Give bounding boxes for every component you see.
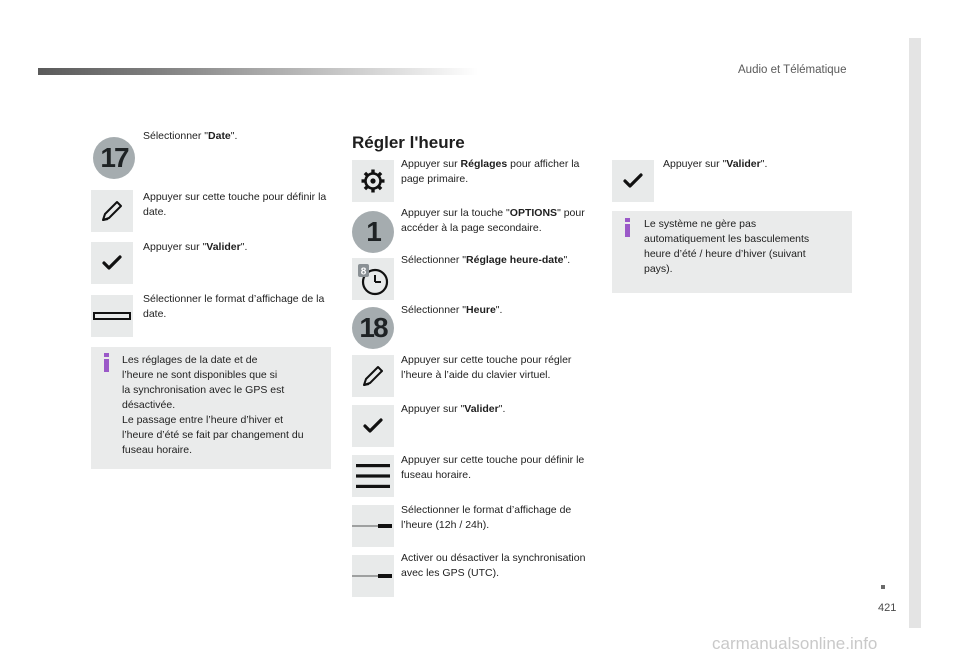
step-1-badge: 1 bbox=[352, 211, 394, 253]
info-line: heure d’été / heure d’hiver (suivant bbox=[644, 248, 806, 260]
pencil-icon bbox=[360, 363, 386, 389]
edit-date-text: Appuyer sur cette touche pour définir la date. bbox=[143, 191, 327, 218]
info-box-left bbox=[91, 347, 331, 469]
edit-time-text: Appuyer sur cette touche pour régler l’heure à l’aide du clavier virtuel. bbox=[401, 354, 572, 381]
validate-text: Appuyer sur "Valider". bbox=[401, 403, 506, 415]
gps-sync-text: Activer ou désactiver la synchronisation avec les GPS (UTC). bbox=[401, 552, 586, 579]
time-date-settings-button[interactable] bbox=[352, 258, 394, 300]
step-18-badge: 18 bbox=[352, 307, 394, 349]
clock-digit: 8 bbox=[360, 266, 367, 278]
time-format-text: Sélectionner le format d’affichage de l’heure (12h / 24h). bbox=[401, 504, 572, 531]
validate-text: Appuyer sur "Valider". bbox=[143, 241, 248, 253]
page-number: 421 bbox=[878, 602, 897, 614]
validate-button[interactable] bbox=[612, 160, 654, 202]
info-box-right bbox=[612, 211, 852, 293]
info-line: fuseau horaire. bbox=[122, 444, 193, 456]
info-icon bbox=[623, 218, 633, 238]
toggle-slider-icon bbox=[352, 521, 394, 531]
info-line: désactivée. bbox=[122, 399, 176, 411]
settings-button[interactable] bbox=[352, 160, 394, 202]
edit-time-button[interactable] bbox=[352, 355, 394, 397]
info-line: l’heure d’été se fait par changement du bbox=[122, 429, 304, 441]
info-line: pays). bbox=[644, 263, 673, 275]
time-format-toggle[interactable] bbox=[352, 505, 394, 547]
step-17-badge: 17 bbox=[93, 137, 135, 179]
gps-sync-toggle[interactable] bbox=[352, 555, 394, 597]
edit-date-button[interactable] bbox=[91, 190, 133, 232]
validate-text: Appuyer sur "Valider". bbox=[663, 158, 768, 170]
validate-button[interactable] bbox=[91, 242, 133, 284]
info-line: la synchronisation avec le GPS est bbox=[122, 384, 285, 396]
step-18-text: Sélectionner "Heure". bbox=[401, 304, 503, 316]
page-marker bbox=[881, 585, 885, 589]
step-17-text: Sélectionner "Date". bbox=[143, 130, 238, 142]
checkmark-icon bbox=[363, 418, 383, 434]
timezone-button[interactable] bbox=[352, 455, 394, 497]
info-line: Le passage entre l’heure d’hiver et bbox=[122, 414, 284, 426]
gear-icon bbox=[360, 168, 386, 194]
format-bar-icon bbox=[92, 311, 132, 321]
date-format-button[interactable] bbox=[91, 295, 133, 337]
pencil-icon bbox=[99, 198, 125, 224]
menu-icon bbox=[356, 463, 390, 489]
checkmark-icon bbox=[102, 255, 122, 271]
validate-button[interactable] bbox=[352, 405, 394, 447]
checkmark-icon bbox=[623, 173, 643, 189]
info-line: Les réglages de la date et de bbox=[122, 354, 258, 366]
chapter-title: Audio et Télématique bbox=[738, 64, 847, 76]
info-line: l’heure ne sont disponibles que si bbox=[122, 369, 278, 381]
timezone-text: Appuyer sur cette touche pour définir le fuseau horaire. bbox=[401, 454, 585, 481]
toggle-slider-icon bbox=[352, 571, 394, 581]
step-1-text: Appuyer sur la touche "OPTIONS" pour accéder à la page secondaire. bbox=[401, 207, 585, 234]
info-line: automatiquement les basculements bbox=[644, 233, 810, 245]
section-title: Régler l'heure bbox=[352, 133, 465, 152]
page-edge-strip bbox=[909, 38, 921, 628]
watermark: carmanualsonline.info bbox=[712, 634, 878, 653]
clock-icon bbox=[355, 261, 391, 297]
info-line: Le système ne gère pas bbox=[644, 218, 757, 230]
header-gradient-bar bbox=[38, 68, 478, 75]
time-date-settings-text: Sélectionner "Réglage heure-date". bbox=[401, 254, 571, 266]
info-icon bbox=[102, 353, 112, 373]
settings-text: Appuyer sur Réglages pour afficher la page primaire. bbox=[401, 158, 580, 185]
date-format-text: Sélectionner le format d’affichage de la date. bbox=[143, 293, 325, 320]
